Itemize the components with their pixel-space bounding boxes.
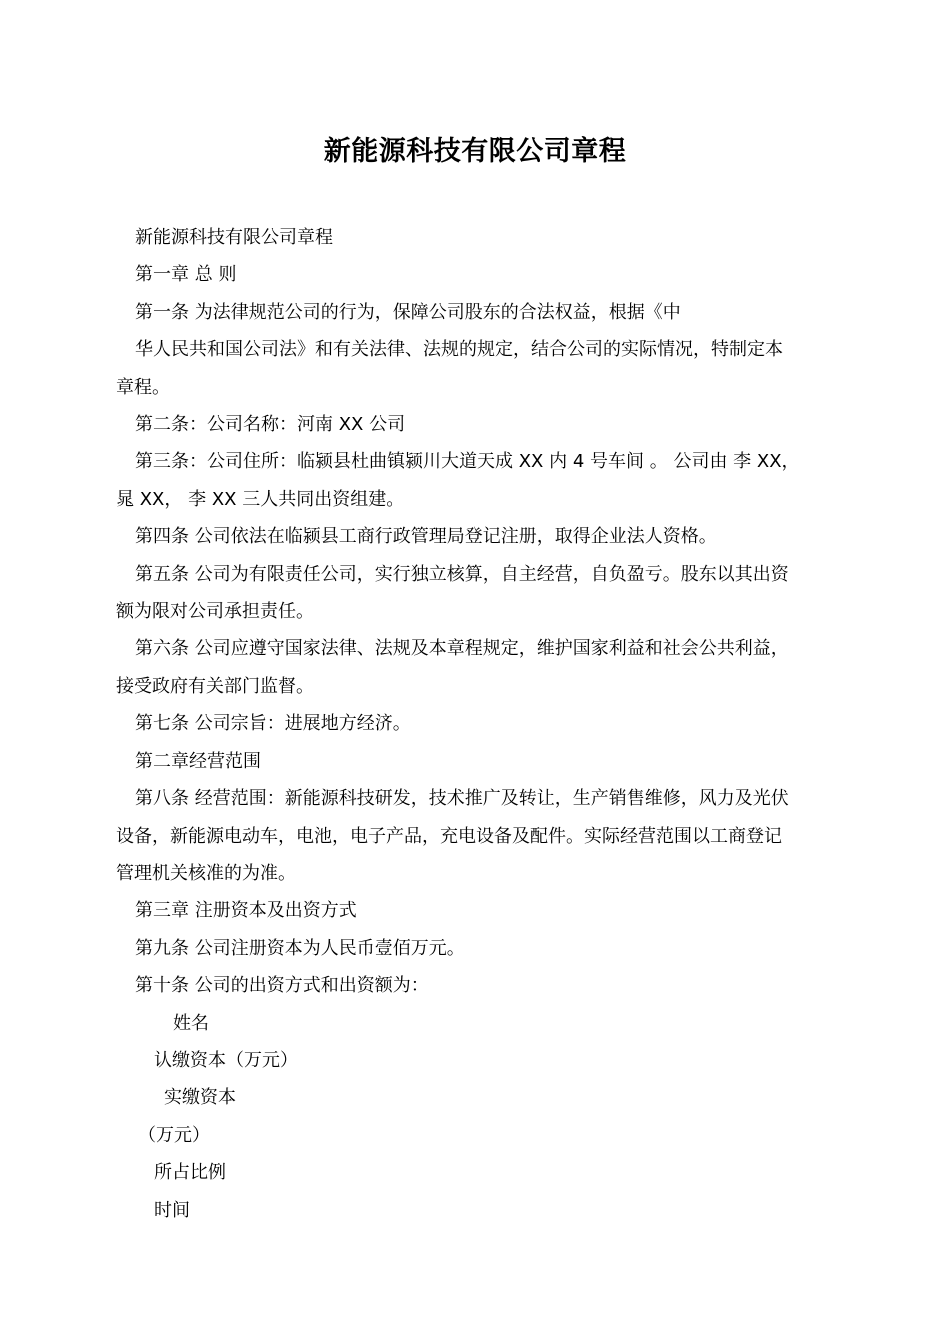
chapter-2-heading: 第二章经营范围	[135, 750, 261, 772]
article-4: 第四条 公司依法在临颍县工商行政管理局登记注册，取得企业法人资格。	[135, 526, 717, 548]
table-header-paid-capital-unit: （万元）	[138, 1124, 210, 1146]
article-2: 第二条：公司名称：河南 XX 公司	[135, 414, 406, 436]
article-8-line-3: 管理机关核准的为准。	[116, 862, 296, 884]
article-6-line-1: 第六条 公司应遵守国家法律、法规及本章程规定，维护国家利益和社会公共利益，	[135, 638, 789, 660]
table-header-name: 姓名	[173, 1012, 209, 1034]
document-body	[116, 219, 838, 1229]
table-header-time: 时间	[154, 1199, 190, 1221]
article-9: 第九条 公司注册资本为人民币壹佰万元。	[135, 937, 465, 959]
article-5-line-1: 第五条 公司为有限责任公司，实行独立核算，自主经营，自负盈亏。股东以其出资	[135, 563, 789, 585]
article-8-line-2: 设备，新能源电动车，电池，电子产品，充电设备及配件。实际经营范围以工商登记	[116, 825, 782, 847]
table-header-paid-capital: 实缴资本	[164, 1087, 236, 1109]
article-5-line-2: 额为限对公司承担责任。	[116, 601, 314, 623]
article-6-line-2: 接受政府有关部门监督。	[116, 675, 314, 697]
article-1-line-2: 华人民共和国公司法》和有关法律、法规的规定，结合公司的实际情况，特制定本	[135, 339, 783, 361]
article-1-line-3: 章程。	[116, 376, 170, 398]
chapter-3-heading: 第三章 注册资本及出资方式	[135, 900, 357, 922]
article-1-line-1: 第一条 为法律规范公司的行为，保障公司股东的合法权益，根据《中	[135, 301, 681, 323]
document-title: 新能源科技有限公司章程	[323, 136, 627, 167]
chapter-1-heading: 第一章 总 则	[135, 264, 237, 286]
article-10: 第十条 公司的出资方式和出资额为：	[135, 975, 429, 997]
table-header-ratio: 所占比例	[154, 1162, 226, 1184]
paragraph-heading: 新能源科技有限公司章程	[135, 227, 333, 248]
table-header-subscribed-capital: 认缴资本（万元）	[154, 1049, 298, 1071]
article-3-line-1: 第三条：公司住所：临颍县杜曲镇颍川大道天成 XX 内 4 号车间 。 公司由 李 XX，	[135, 451, 800, 473]
article-8-line-1: 第八条 经营范围：新能源科技研发，技术推广及转让，生产销售维修，风力及光伏	[135, 788, 789, 810]
article-3-line-2: 晁 XX， 李 XX 三人共同出资组建。	[116, 488, 405, 510]
article-7: 第七条 公司宗旨：进展地方经济。	[135, 713, 411, 735]
